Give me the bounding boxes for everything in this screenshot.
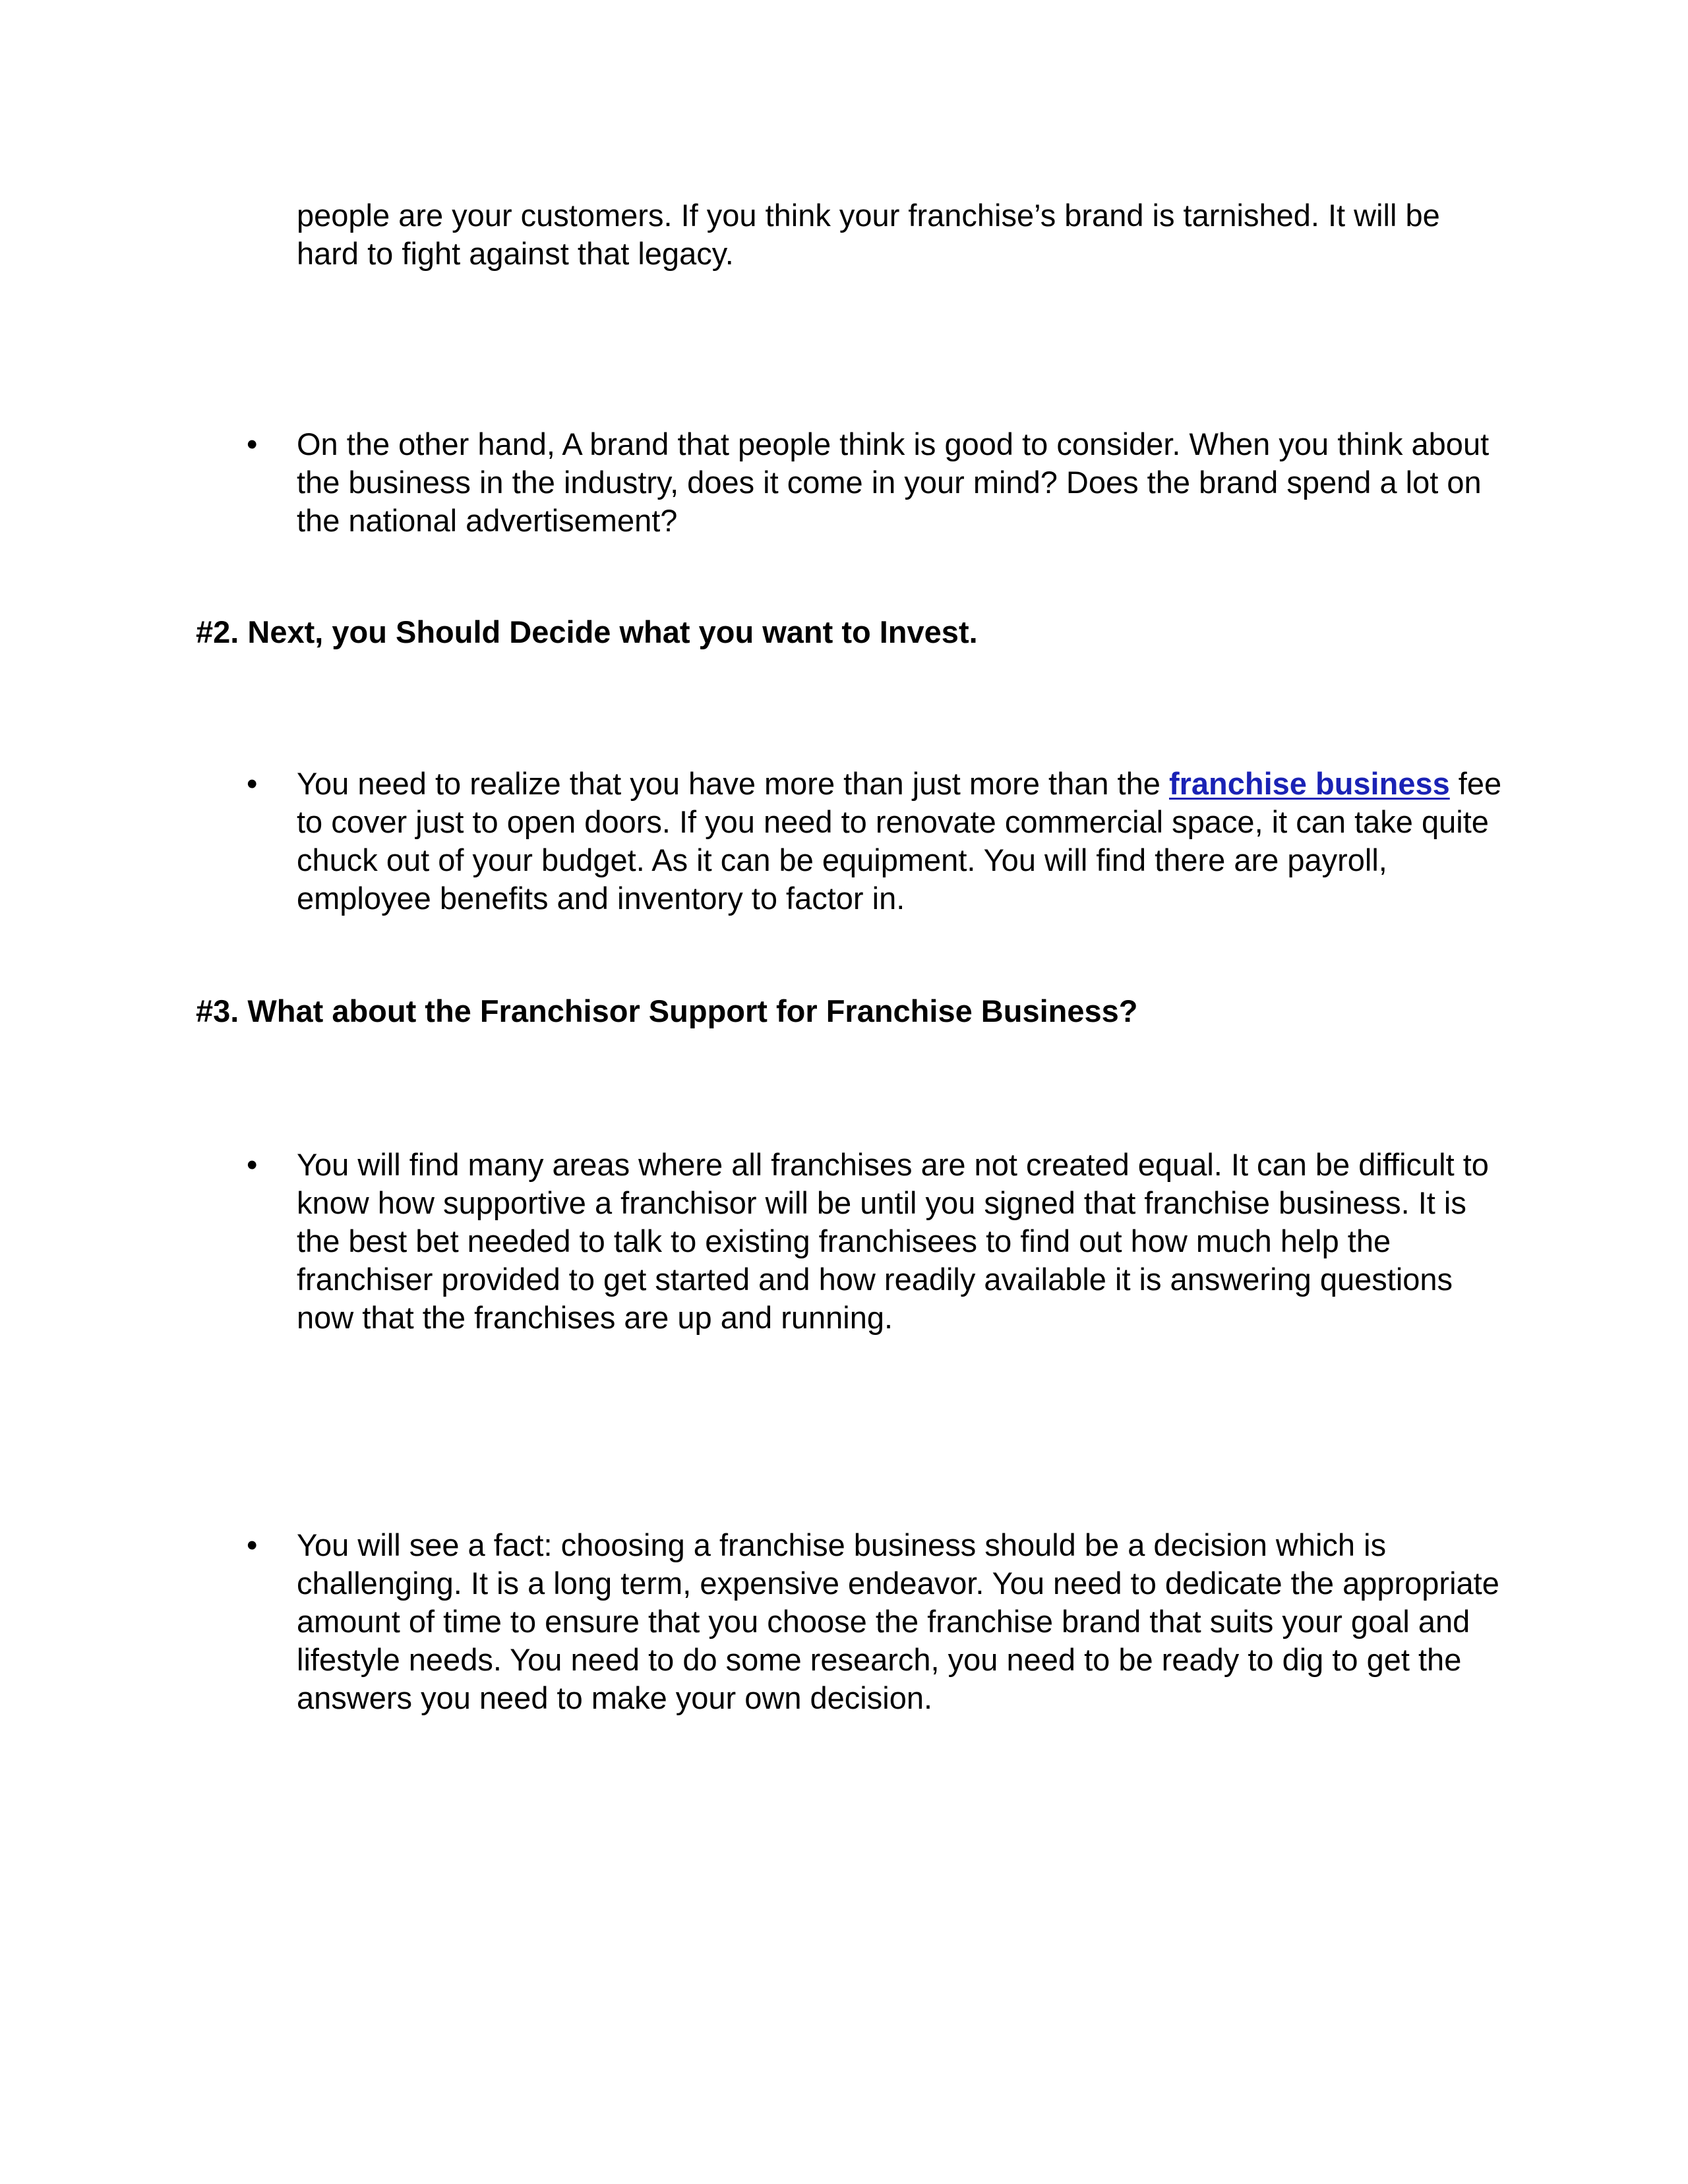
- continuation-paragraph: people are your customers. If you think your franchise’s brand is tarnished. It will be hard to fight against that legacy.: [297, 198, 1440, 271]
- bullet-invest-text-after: fee to cover just to open doors. If you need to renovate commercial space, it can take quite chuck out of your budget. As it can be equipment. You will find there are payroll, employee benefits and inventory to factor in.: [297, 766, 1502, 916]
- heading-franchisor-support: #3. What about the Franchisor Support for Franchise Business?: [196, 993, 1138, 1028]
- bullet-marker: •: [247, 1147, 258, 1182]
- bullet-marker: •: [247, 766, 258, 801]
- bullet-invest-text-before: You need to realize that you have more than just more than the: [297, 766, 1169, 801]
- bullet-fact-text: You will see a fact: choosing a franchise business should be a decision which is challenging. It is a long term, expensive endeavor. You need to dedicate the appropriate amount of time to ensure that you choose the franchise brand that suits your goal and lifestyle needs. You need to do some research, you need to be ready to dig to get the answers you need to make your own decision.: [297, 1527, 1499, 1715]
- bullet-invest-text: [297, 765, 1503, 918]
- bullet-marker: •: [247, 427, 258, 461]
- heading-invest: #2. Next, you Should Decide what you want to Invest.: [196, 614, 978, 649]
- franchise-business-link[interactable]: franchise business: [1168, 766, 1450, 801]
- bullet-marker: •: [247, 1527, 258, 1562]
- bullet-support-text: You will find many areas where all franchises are not created equal. It can be difficult to know how supportive a franchisor will be until you signed that franchise business. It is the best bet needed to talk to existing franchisees to find out how much help the franchiser provided to get started and how readily available it is answering questions now that the franchises are up and running.: [297, 1147, 1489, 1335]
- bullet-brand-text: On the other hand, A brand that people think is good to consider. When you think about the business in the industry, does it come in your mind? Does the brand spend a lot on the national advertisement?: [297, 427, 1490, 538]
